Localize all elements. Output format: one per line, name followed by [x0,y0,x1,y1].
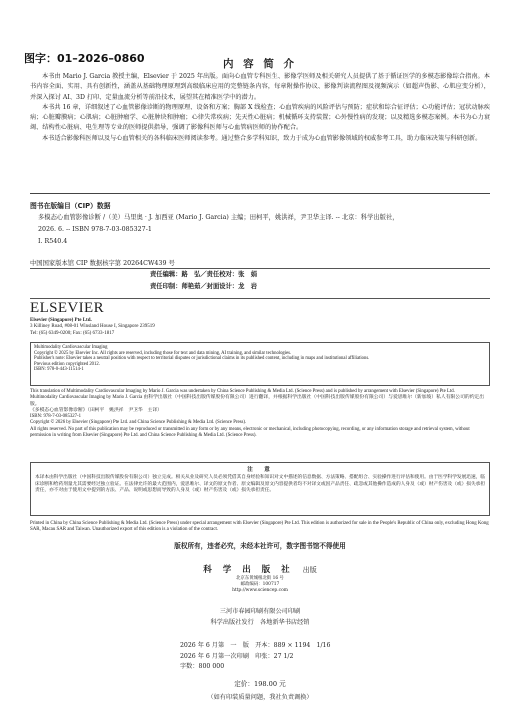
publisher-block [0,557,520,594]
cip-record [38,212,484,248]
cip-line: 多模态心血管影像诊断 /（美）马里奥 · J. 加西亚 (Mario J. Garcia) 主编；田柯平，姚洪祥，尹卫华主译. -- 北京：科学出版社， [38,214,399,221]
elsevier-company: Elsevier (Singapore) Pte Ltd. [30,318,92,323]
publisher-address: 北京东黄城根北街 16 号 [236,576,284,581]
content-summary [30,72,490,144]
translation-line: ISBN: 978-7-03-085327-1 [30,414,82,420]
divider [30,298,490,299]
translation-statement [30,389,490,439]
publisher-url: http://www.sciencep.com [232,588,288,593]
edition-line: 2026 年 6 月第一次印刷 印张：27 1/2 [180,652,294,660]
publisher-suffix: 出版 [302,566,317,574]
distributor-line: 科学出版社发行 各地新华书店经销 [210,618,310,626]
copyright-line: Previous edition copyrighted 2012. [34,361,100,367]
copyright-line: Publisher's note: Elsevier takes a neutral position with respect to territorial disputes or jurisdictional claims in its published content, including in maps and institutional affiliations. [34,356,370,361]
elsevier-street: 3 Killiney Road, #08-01 Winsland House I, Singapore 239519 [30,324,155,330]
copyright-line: ISBN: 978-0-443-11514-1 [34,367,84,372]
publisher-postcode: 邮政编码：100717 [240,582,280,587]
elsevier-address [30,318,155,337]
cip-divider [30,193,490,194]
summary-paragraph: 本书适合影像科医师以及与心血管相关的各科临床医师阅读参考。通过整合多学科知识，致力于成为心血管影像领域的权威参考工具，助力临床决策与科研创新。 [42,134,482,142]
section-heading: 内 容 简 介 [223,58,297,70]
price: 定价：198.00 元 [234,680,286,688]
edition-info [180,641,330,673]
elsevier-phone: Tel: (65) 6349-0200; Fax: (65) 6733-1817 [30,330,115,336]
cip-title: 图书在版编目（CIP）数据 [30,202,111,210]
editor-line: 责任印制：师艳茹／封面设计：龙 岩 [150,283,258,290]
printer-line: 三河市春园印刷有限公司印刷 [219,608,301,615]
divider [30,268,490,269]
summary-paragraph: 本书共 16 章，详细叙述了心血管影像诊断的物理原理、设备和方案；胸部 X 线检查；心血管疾病的风险评估与预防；症状和综合征评估；心功能评估；冠状动脉疾病；心脏瓣膜病；心肌病；心脏肿瘤学、心脏肿块和肿瘤；心律失常疾病；先天性心脏病；机械循环支持装置；心外慢性病的发现；以及精选多模态案例。本书为心力衰竭、结构性心脏病、电生理等专业的医师提供指导，强调了影像科医师与心血管病医师的协作配合。 [30,103,490,132]
translation-line: This translation of Multimodality Cardiovascular Imaging by Mario J. Garcia was undertaken by China Science Publishing & Media Ltd. (Science Press) and is published by arrangement with Elsevier (Singapore) Pte Ltd. [30,389,455,394]
editor-credits [150,269,257,293]
translation-line: Copyright © 2026 by Elsevier (Singapore) Pte Ltd. and China Science Publishing & Media Ltd. (Science Press). [30,420,247,426]
editor-line: 责任编辑：路 弘／责任校对：张 娟 [150,271,258,278]
original-copyright-box [30,342,490,386]
translation-line: All rights reserved. No part of this publication may be reproduced or transmitted in any form or by any means, electronic or mechanical, including photocopying, recording, or any information storage and retrieval system, without permission in writing from Elsevier (Singapore) Pte Ltd. and China Science Publishing & Media Ltd. (Science Press). [30,426,470,439]
translation-line: 《多模态心血管影像诊断》（田柯平 姚洪祥 尹卫华 主译） [30,407,162,413]
notice-box [30,462,490,516]
copyright-line: Copyright © 2025 by Elsevier Inc. All rights are reserved, including those for text and data mining, AI training, and similar technologies. [34,350,292,356]
word-count: 字数：800 000 [180,663,225,670]
cip-number: 中国国家版本馆 CIP 数据核字第 20264CW439 号 [30,260,175,267]
elsevier-logo: ELSEVIER [30,300,105,316]
printing-info [0,607,520,628]
copyright-line: Multimodality Cardiovascular Imaging [34,345,108,350]
registration-number: 图字：01–2026–0860 [24,52,145,65]
return-note: （如有印装质量问题，我社负责调换） [207,694,313,701]
edition-line: 2026 年 6 月第 一 版 开本：889 × 1194 1/16 [180,642,331,649]
translation-line: Multimodality Cardiovascular Imaging by Mario J. Garcia 由科学出版社（中国科技出版传媒股份有限公司）进行翻译，并根据科学出版社（中国科技出版传媒股份有限公司）与爱思唯尔（新加坡）私人有限公司的约定出版。 [30,395,485,407]
cip-line: Ⅰ. R540.4 [38,238,68,245]
cip-line: 2026. 6. -- ISBN 978-7-03-085327-1 [38,226,152,233]
notice-text: 本译本由科学出版社（中国科技出版传媒股份有限公司）独立完成。相关从业及研究人员必须凭借其自身经验和知识对文中描述的信息数据、方法策略、搭配组合、实验操作进行评估和使用。由于医学科学发展迅速，临床诊断和给药剂量尤其需要经过独立验证。在法律允许的最大范围内，爱思唯尔、译文的原文作者、原文编辑及原文内容提供者均不对译文或因产品责任、疏忽或其他操作造成的人身及（或）财产伤害及（或）损失承担责任，亦不对由于使用文中提到的方法、产品、说明或思想而导致的人身及（或）财产伤害及（或）损失承担责任。 [35,475,486,494]
notice-title: 注 意 [247,467,273,473]
summary-paragraph: 本书由 Mario J. Garcia 教授主编，Elsevier 于 2025 年出版。面向心血管专科医生、影像学医师及相关研究人员提供了基于循证医学的多模态影像综合指南。本书内容全面、实用、具有创新性，涵盖从基础物理原理到高级临床应用的完整链条内容，每章附操作协议、影像判读流程图及视频演示（如超声伪影、心肌应变分析），并深入探讨 AI、3D 打印、定量血流分析等前沿技术，展望其在精准医学中的潜力。 [30,73,490,101]
publisher-name: 科 学 出 版 社 [203,565,294,575]
printed-in-china-statement: Printed in China by China Science Publishing & Media Ltd. (Science Press) under special arrangement with Elsevier (Singapore) Pte Ltd. This edition is authorized for sale in the People's Republic of China only, excluding Hong Kong SAR, Macau SAR and Taiwan. Unauthorized export of this edition is a violation of the contract. [30,521,489,533]
rights-statement: 版权所有，违者必究，未经本社许可，数字图书馆不得使用 [174,542,346,550]
